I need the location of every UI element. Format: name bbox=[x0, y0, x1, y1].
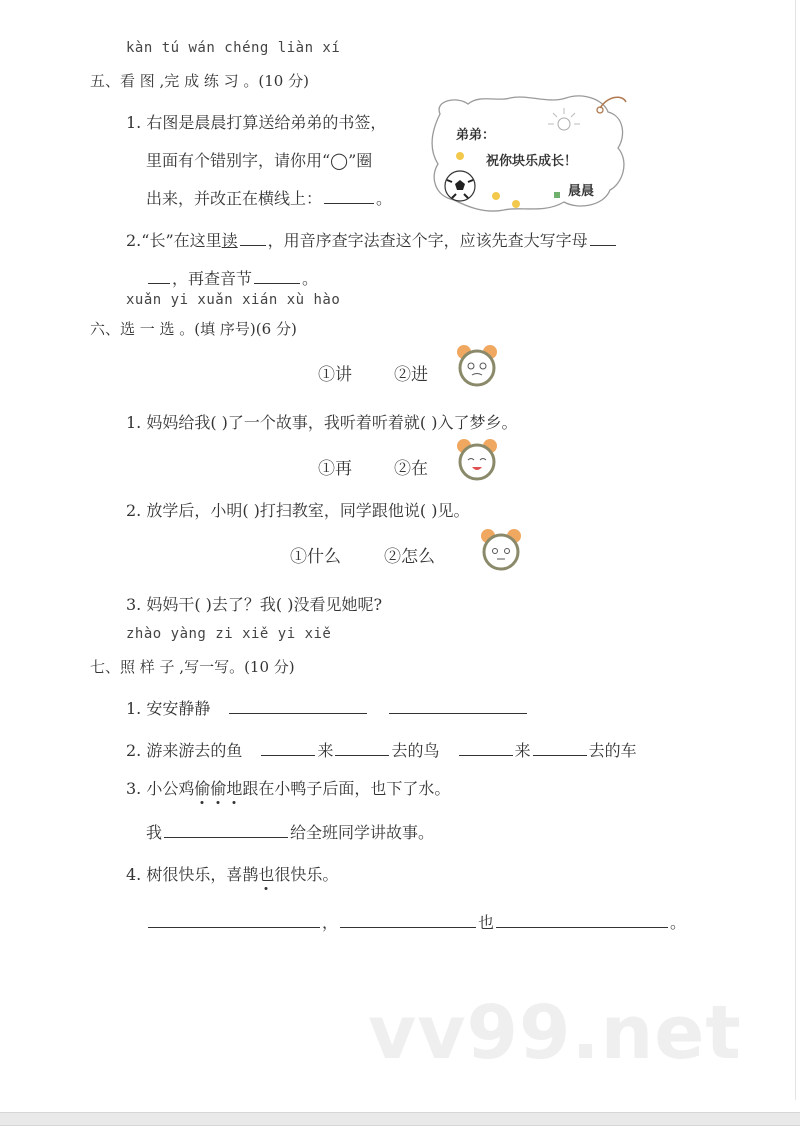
s5-q2-text-a: 2.“长”在这里 bbox=[126, 231, 222, 250]
option-2: ②在 bbox=[394, 459, 428, 479]
char-lai: 来 bbox=[514, 741, 531, 760]
s5-q2-text-b: ，用音序查字法查这个字，应该先查大写字母 bbox=[267, 231, 588, 250]
period: 。 bbox=[670, 913, 687, 932]
underlined-char: 读 bbox=[221, 231, 238, 250]
s5-q2-line2 bbox=[146, 266, 318, 289]
section5-pinyin: kàn tú wán chéng liàn xí bbox=[126, 40, 341, 56]
alarm-clock-icon bbox=[452, 436, 502, 484]
char-wo: 我 bbox=[146, 823, 163, 842]
s7-q2 bbox=[126, 738, 637, 761]
answer-blank[interactable] bbox=[148, 282, 170, 284]
s7-q3-answer bbox=[146, 820, 434, 843]
answer-blank[interactable] bbox=[590, 244, 616, 246]
period: 。 bbox=[302, 269, 319, 288]
text-bird: 去的鸟 bbox=[391, 741, 440, 760]
option-1: ①再 bbox=[318, 459, 352, 479]
option-1: ①讲 bbox=[318, 365, 352, 385]
dotted-char: 地 bbox=[226, 779, 243, 798]
bookmark-greeting: 弟弟： bbox=[456, 128, 496, 143]
s7-q1 bbox=[126, 696, 529, 719]
bookmark-signature: 晨晨 bbox=[568, 184, 595, 199]
dotted-char: 也 bbox=[258, 865, 275, 884]
answer-blank[interactable] bbox=[254, 282, 300, 284]
section6-pinyin: xuǎn yi xuǎn xián xù hào bbox=[126, 292, 341, 308]
answer-blank[interactable] bbox=[459, 754, 513, 756]
s7-q2-text: 2. 游来游去的鱼 bbox=[126, 741, 243, 760]
s5-q1-line1: 1. 右图是晨晨打算送给弟弟的书签， bbox=[126, 113, 387, 132]
s7-q4-answer bbox=[146, 910, 686, 933]
answer-blank[interactable] bbox=[261, 754, 315, 756]
s7-q3-answer-suffix: 给全班同学讲故事。 bbox=[290, 823, 435, 842]
section7-pinyin: zhào yàng zi xiě yi xiě bbox=[126, 626, 332, 642]
answer-blank[interactable] bbox=[148, 926, 320, 928]
option-1: ①什么 bbox=[290, 547, 341, 567]
s7-q3-prefix: 3. 小公鸡 bbox=[126, 779, 195, 798]
alarm-clock-icon bbox=[476, 526, 526, 574]
option-2: ②进 bbox=[394, 365, 428, 385]
option-2: ②怎么 bbox=[384, 547, 435, 567]
bookmark-illustration bbox=[428, 92, 633, 214]
s5-q2-line1 bbox=[126, 228, 618, 251]
alarm-clock-icon bbox=[452, 342, 502, 390]
char-ye: 也 bbox=[478, 913, 495, 932]
section5-title: 五、看 图 ,完 成 练 习 。(10 分) bbox=[90, 72, 309, 90]
s6-q1: 1. 妈妈给我( )了一个故事，我听着听着就( )入了梦乡。 bbox=[126, 413, 518, 432]
dotted-char: 偷 bbox=[194, 779, 211, 798]
answer-blank[interactable] bbox=[533, 754, 587, 756]
s5-q2-text-c: ，再查音节 bbox=[172, 269, 253, 288]
bookmark-wish: 祝你块乐成长！ bbox=[486, 154, 578, 169]
s7-q4-a: 4. 树很快乐，喜鹊 bbox=[126, 865, 259, 884]
section7-title: 七、照 样 子 ,写一写。(10 分) bbox=[90, 658, 295, 676]
s7-q3 bbox=[126, 776, 450, 799]
s5-q1-line3-text: 出来，并改正在横线上： bbox=[146, 189, 323, 208]
char-lai: 来 bbox=[317, 741, 334, 760]
text-car: 去的车 bbox=[588, 741, 637, 760]
page-separator-scrollbar[interactable] bbox=[0, 1112, 800, 1126]
answer-blank[interactable] bbox=[496, 926, 668, 928]
answer-blank[interactable] bbox=[240, 244, 266, 246]
answer-blank[interactable] bbox=[164, 836, 288, 838]
answer-blank[interactable] bbox=[324, 202, 374, 204]
section6-title: 六、选 一 选 。(填 序号)(6 分) bbox=[90, 320, 297, 338]
s5-q1-line2: 里面有个错别字，请你用“◯”圈 bbox=[146, 151, 373, 170]
s5-q1-line3 bbox=[146, 186, 392, 209]
s7-q4 bbox=[126, 862, 338, 885]
s7-q1-text: 1. 安安静静 bbox=[126, 699, 211, 718]
s7-q4-b: 很快乐。 bbox=[274, 865, 339, 884]
s7-q3-suffix: 跟在小鸭子后面，也下了水。 bbox=[242, 779, 451, 798]
answer-blank[interactable] bbox=[340, 926, 476, 928]
comma: ， bbox=[322, 913, 339, 932]
s6-q3: 3. 妈妈干( )去了？我( )没看见她呢? bbox=[126, 595, 383, 614]
s6-q2: 2. 放学后，小明( )打扫教室，同学跟他说( )见。 bbox=[126, 501, 470, 520]
answer-blank[interactable] bbox=[389, 712, 527, 714]
dotted-char: 偷 bbox=[210, 779, 227, 798]
period: 。 bbox=[376, 189, 393, 208]
watermark: vv99.net bbox=[368, 990, 742, 1076]
answer-blank[interactable] bbox=[335, 754, 389, 756]
answer-blank[interactable] bbox=[229, 712, 367, 714]
